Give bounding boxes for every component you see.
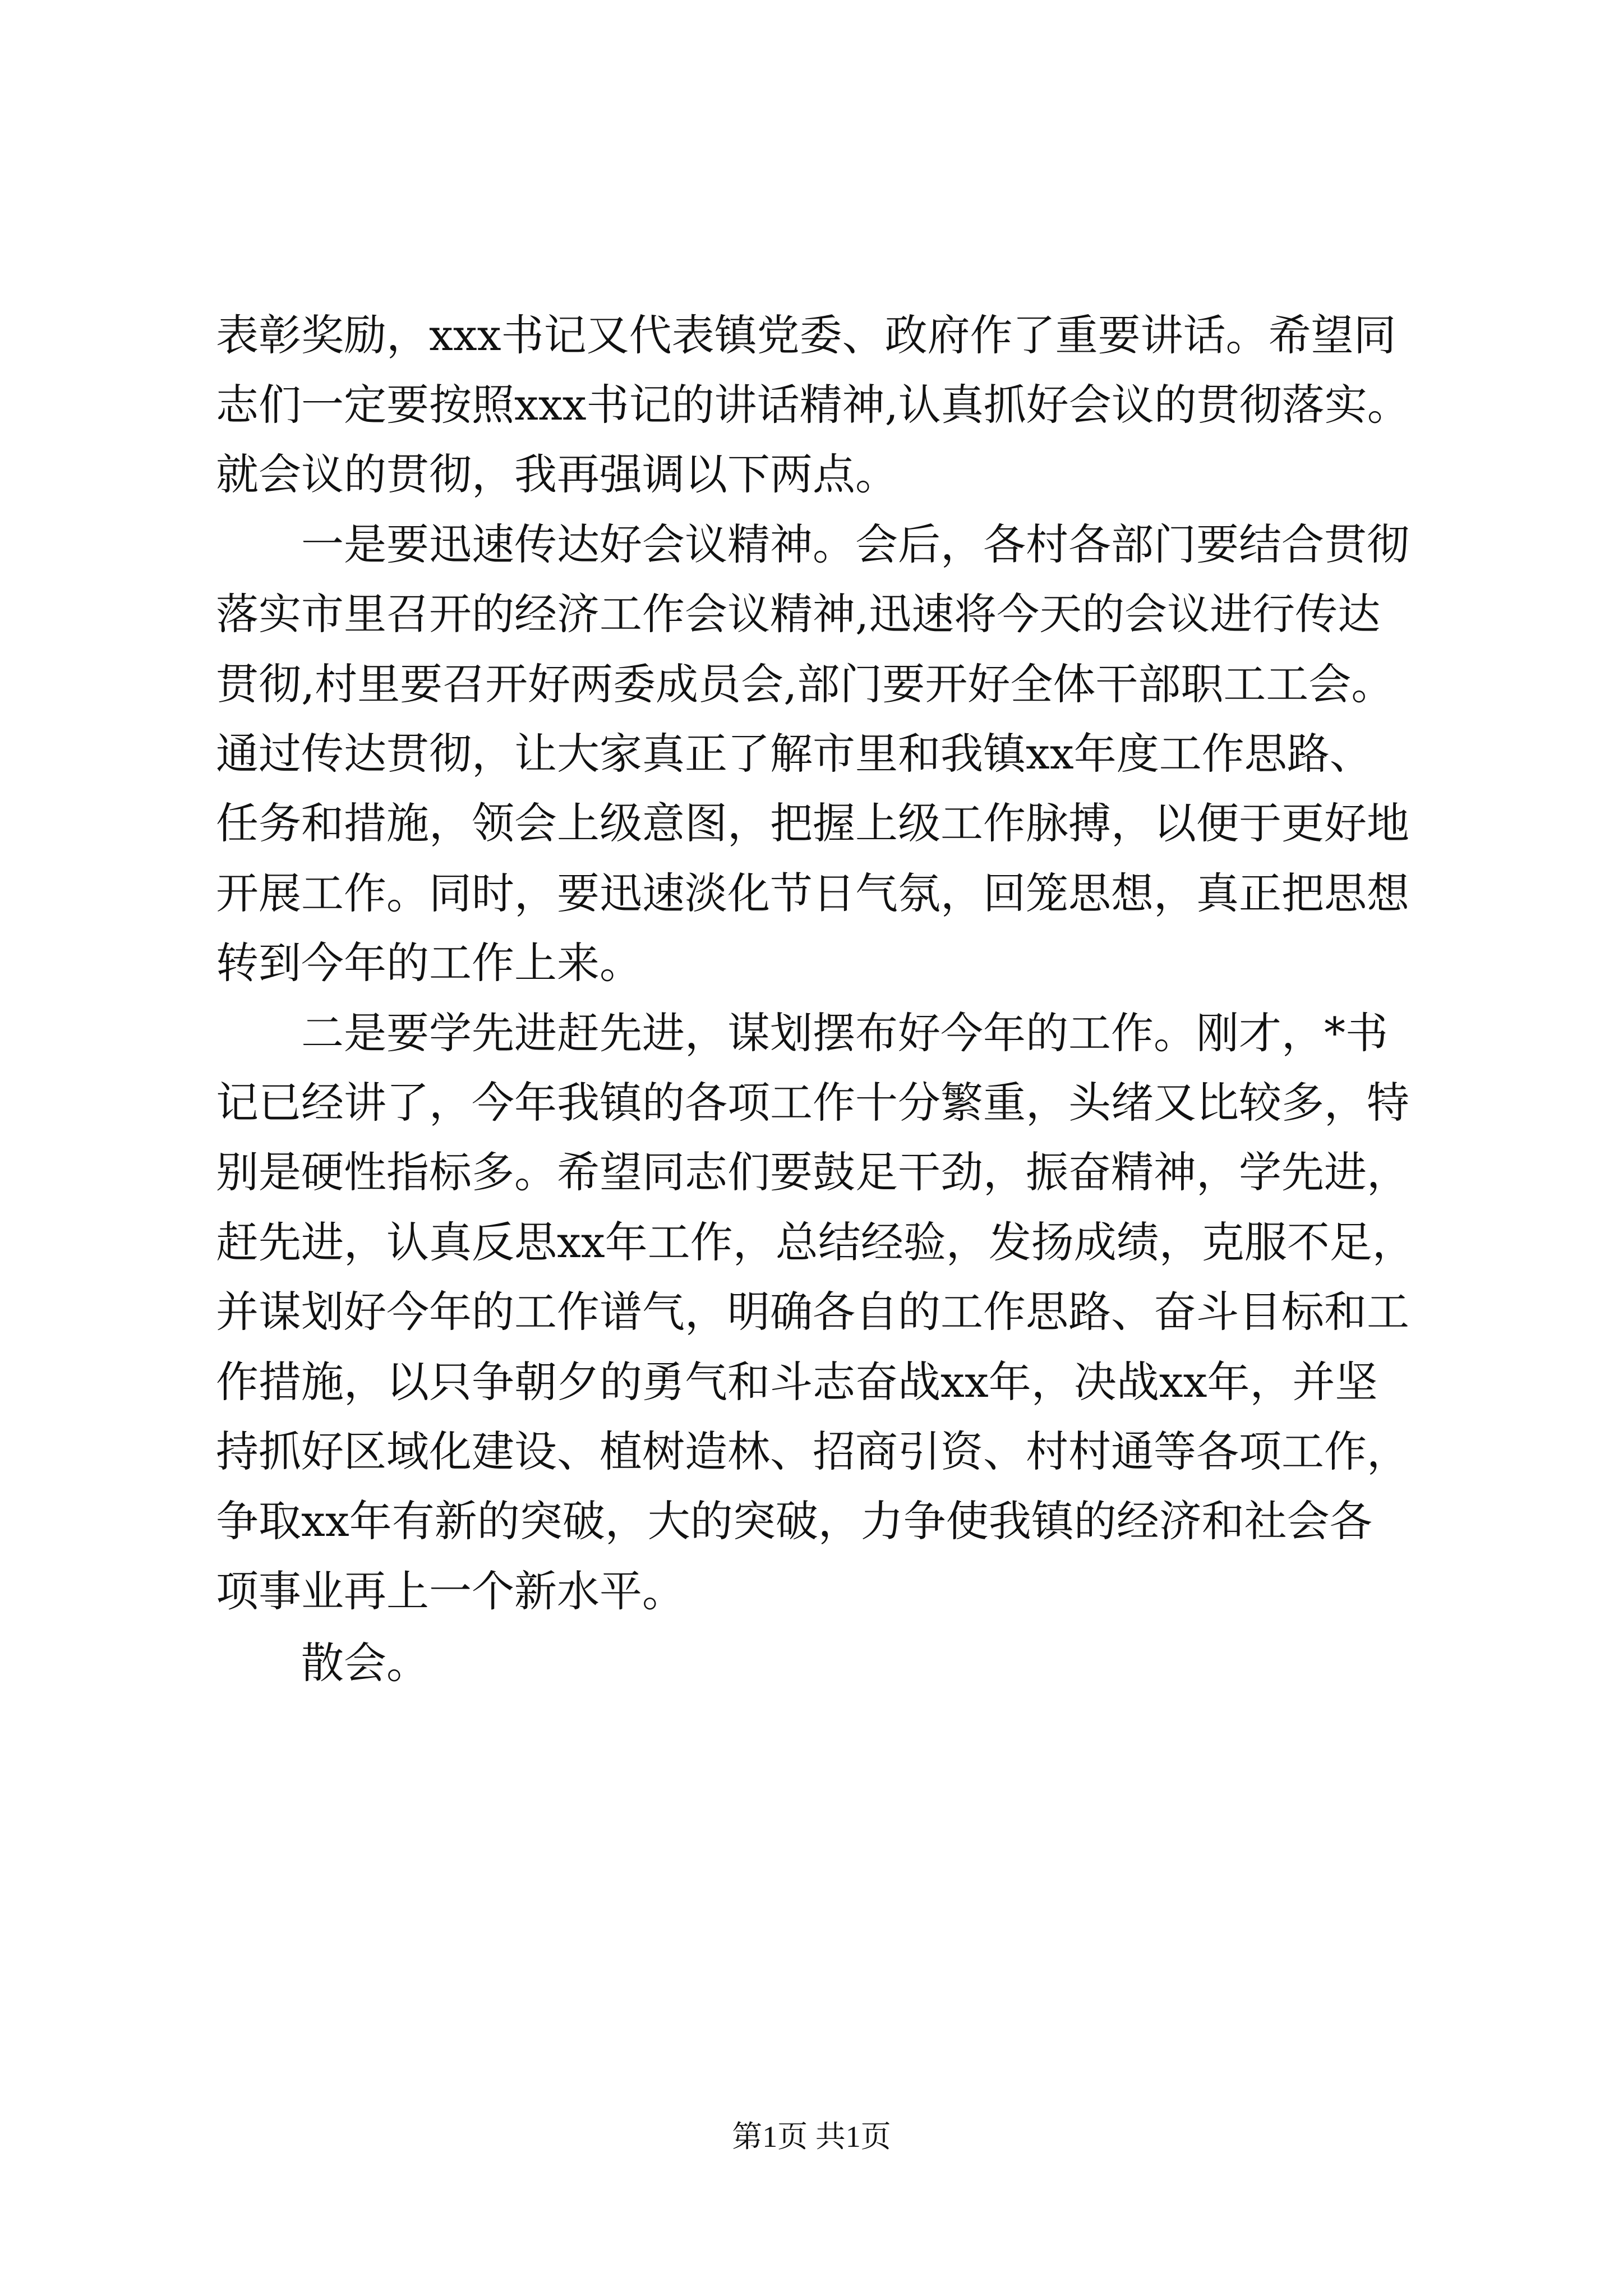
- body-text-line: 就会议的贯彻，我再强调以下两点。: [216, 449, 898, 499]
- body-text-line: 赶先进，认真反思xx年工作，总结经验，发扬成绩，克服不足，: [216, 1217, 1415, 1267]
- body-text-line: 别是硬性指标多。希望同志们要鼓足干劲，振奋精神，学先进，: [216, 1147, 1409, 1197]
- body-text-line: 散会。: [216, 1638, 429, 1688]
- body-text-line: 持抓好区域化建设、植树造林、招商引资、村村通等各项工作，: [216, 1427, 1409, 1476]
- page-footer: 第1页 共1页: [732, 2120, 891, 2154]
- body-text-line: 并谋划好今年的工作谱气，明确各自的工作思路、奋斗目标和工: [216, 1287, 1409, 1337]
- body-text-line: 志们一定要按照xxx书记的讲话精神,认真抓好会议的贯彻落实。: [216, 380, 1410, 430]
- body-text-line: 一是要迅速传达好会议精神。会后，各村各部门要结合贯彻: [216, 519, 1409, 569]
- body-text-line: 二是要学先进赶先进，谋划摆布好今年的工作。刚才，*书: [216, 1008, 1388, 1058]
- body-text-line: 开展工作。同时，要迅速淡化节日气氛，回笼思想，真正把思想: [216, 868, 1409, 918]
- body-text-line: 作措施，以只争朝夕的勇气和斗志奋战xx年，决战xx年，并坚: [216, 1357, 1378, 1407]
- body-text-line: 落实市里召开的经济工作会议精神,迅速将今天的会议进行传达: [216, 589, 1381, 639]
- body-text-line: 项事业再上一个新水平。: [216, 1566, 685, 1616]
- body-text-line: 争取xx年有新的突破，大的突破，力争使我镇的经济和社会各: [216, 1496, 1372, 1546]
- body-text-line: 转到今年的工作上来。: [216, 938, 642, 988]
- body-text-line: 通过传达贯彻，让大家真正了解市里和我镇xx年度工作思路、: [216, 729, 1372, 779]
- body-text-line: 贯彻,村里要召开好两委成员会,部门要开好全体干部职工工会。: [216, 659, 1394, 709]
- body-text-line: 表彰奖励，xxx书记又代表镇党委、政府作了重要讲话。希望同: [216, 310, 1396, 360]
- body-text-line: 记已经讲了，今年我镇的各项工作十分繁重，头绪又比较多，特: [216, 1078, 1409, 1128]
- body-text-line: 任务和措施，领会上级意图，把握上级工作脉搏，以便于更好地: [216, 798, 1409, 848]
